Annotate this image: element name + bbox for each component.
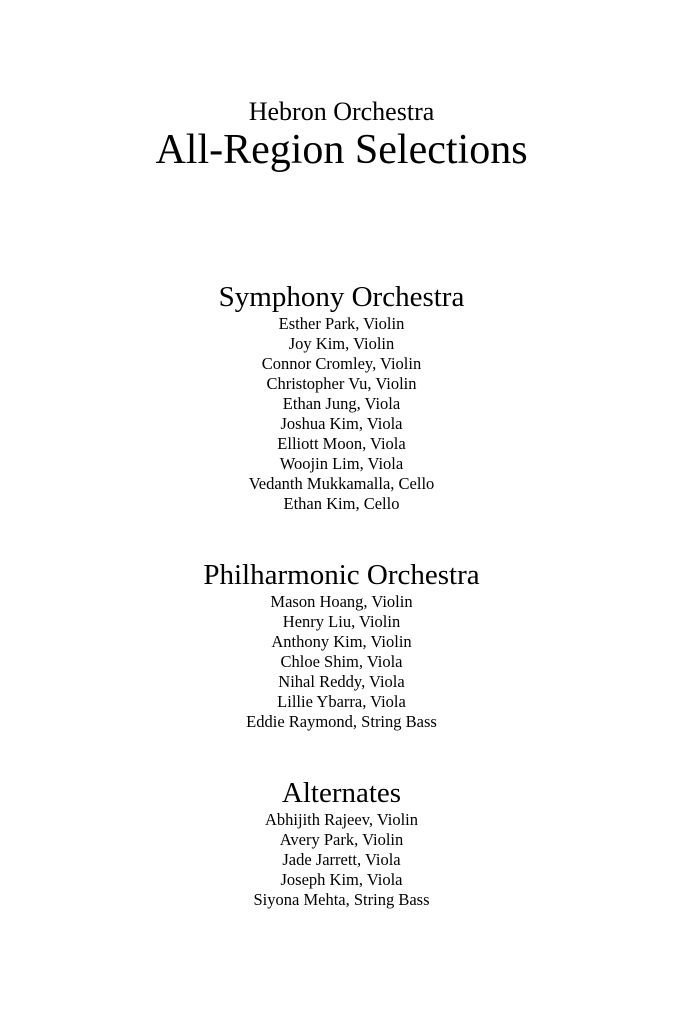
section [0, 558, 683, 732]
member-entry: Eddie Raymond, String Bass [246, 712, 437, 731]
member-entry: Henry Liu, Violin [282, 612, 401, 631]
member-list [0, 592, 683, 732]
member-entry: Woojin Lim, Viola [279, 454, 404, 473]
member-list [0, 810, 683, 910]
member-entry: Ethan Jung, Viola [282, 394, 401, 413]
section-title: Alternates [281, 777, 402, 809]
member-entry: Joseph Kim, Viola [280, 870, 403, 889]
member-entry: Ethan Kim, Cello [283, 494, 400, 513]
section [0, 776, 683, 910]
member-entry: Joshua Kim, Viola [280, 414, 403, 433]
member-entry: Jade Jarrett, Viola [282, 850, 401, 869]
member-entry: Nihal Reddy, Viola [278, 672, 405, 691]
member-entry: Mason Hoang, Violin [270, 592, 413, 611]
member-list [0, 314, 683, 514]
member-entry: Lillie Ybarra, Viola [277, 692, 406, 711]
section-title: Philharmonic Orchestra [203, 559, 480, 591]
page-subtitle: Hebron Orchestra [248, 97, 435, 126]
member-entry: Joy Kim, Violin [288, 334, 395, 353]
sections-container [0, 280, 683, 910]
member-entry: Esther Park, Violin [278, 314, 405, 333]
member-entry: Vedanth Mukkamalla, Cello [248, 474, 435, 493]
section [0, 280, 683, 514]
member-entry: Chloe Shim, Viola [280, 652, 403, 671]
page-header [0, 0, 683, 174]
page-title: All-Region Selections [155, 127, 528, 173]
member-entry: Elliott Moon, Viola [277, 434, 406, 453]
member-entry: Siyona Mehta, String Bass [253, 890, 430, 909]
member-entry: Christopher Vu, Violin [266, 374, 417, 393]
section-title: Symphony Orchestra [218, 281, 465, 313]
member-entry: Connor Cromley, Violin [261, 354, 422, 373]
member-entry: Avery Park, Violin [279, 830, 404, 849]
member-entry: Abhijith Rajeev, Violin [265, 810, 418, 829]
member-entry: Anthony Kim, Violin [271, 632, 412, 651]
